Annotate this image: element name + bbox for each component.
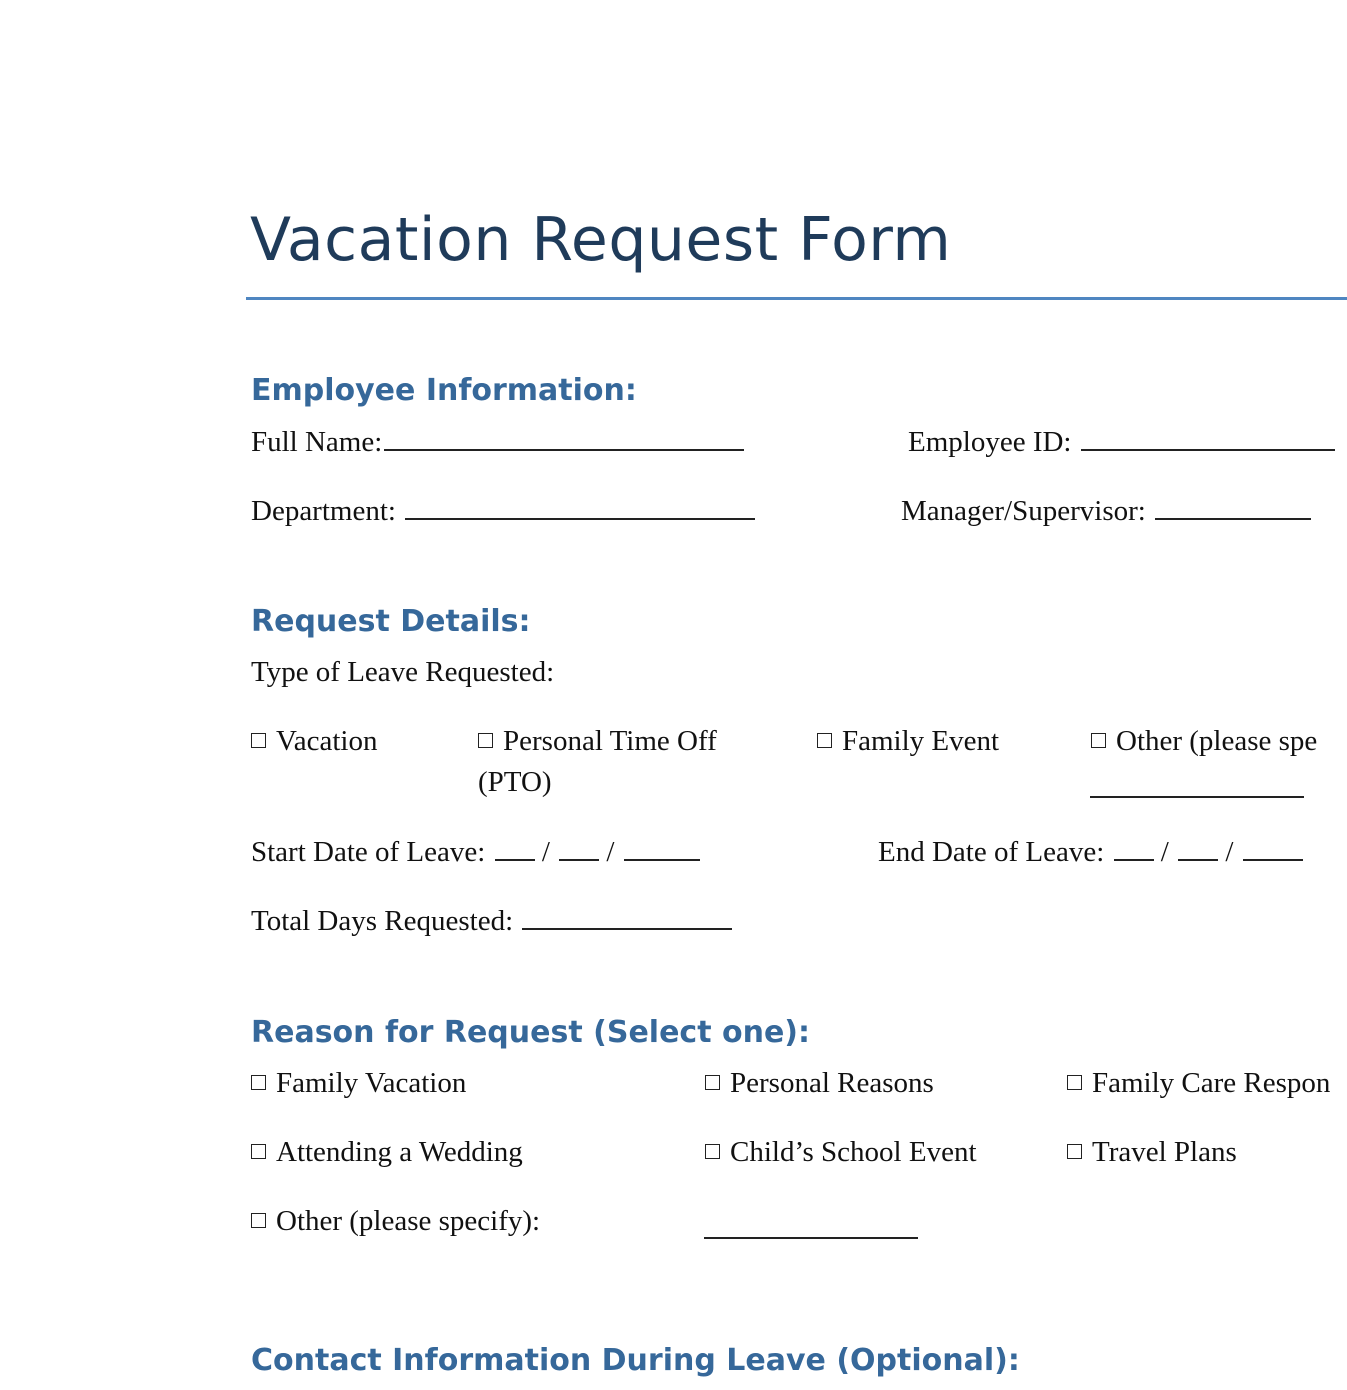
- total-days-blank[interactable]: [522, 904, 732, 930]
- form-title: Vacation Request Form: [250, 205, 952, 275]
- reason-option-family-vacation[interactable]: [251, 1067, 466, 1100]
- reason-option-wedding[interactable]: [251, 1136, 523, 1169]
- start-date-label: Start Date of Leave:: [251, 836, 486, 868]
- end-date-label: End Date of Leave:: [878, 836, 1105, 868]
- date-separator: /: [1225, 836, 1234, 868]
- leave-option-family-event[interactable]: [817, 725, 999, 758]
- reason-option-label: Family Vacation: [276, 1067, 467, 1099]
- leave-option-other[interactable]: [1091, 725, 1317, 758]
- start-month-blank[interactable]: [495, 835, 535, 861]
- end-month-blank[interactable]: [1114, 835, 1154, 861]
- leave-option-label: Other (please spe: [1116, 725, 1318, 757]
- start-date-field[interactable]: [251, 835, 700, 869]
- checkbox-icon[interactable]: [251, 1075, 266, 1090]
- checkbox-icon[interactable]: [251, 1144, 266, 1159]
- end-year-blank[interactable]: [1243, 835, 1303, 861]
- leave-option-pto[interactable]: [478, 725, 717, 758]
- leave-option-vacation[interactable]: [251, 725, 377, 758]
- reason-option-personal[interactable]: [705, 1067, 934, 1100]
- reason-option-label: Other (please specify):: [276, 1205, 541, 1237]
- other-reason-blank[interactable]: [704, 1237, 918, 1239]
- section-heading-contact: Contact Information During Leave (Optional):: [251, 1343, 1020, 1378]
- end-date-field[interactable]: [878, 835, 1303, 869]
- checkbox-icon[interactable]: [478, 733, 493, 748]
- leave-type-label: Type of Leave Requested:: [251, 656, 555, 688]
- other-leave-blank[interactable]: [1090, 796, 1304, 798]
- checkbox-icon[interactable]: [705, 1144, 720, 1159]
- date-separator: /: [1160, 836, 1169, 868]
- checkbox-icon[interactable]: [251, 1213, 266, 1228]
- start-day-blank[interactable]: [559, 835, 599, 861]
- manager-label: Manager/Supervisor:: [901, 495, 1146, 527]
- total-days-field[interactable]: [251, 904, 732, 938]
- full-name-blank[interactable]: [384, 425, 744, 451]
- leave-option-label: Family Event: [842, 725, 1000, 757]
- section-heading-reason: Reason for Request (Select one):: [251, 1015, 811, 1050]
- end-day-blank[interactable]: [1178, 835, 1218, 861]
- employee-id-blank[interactable]: [1081, 425, 1335, 451]
- checkbox-icon[interactable]: [705, 1075, 720, 1090]
- full-name-field[interactable]: [251, 425, 744, 459]
- full-name-label: Full Name:: [251, 426, 383, 458]
- section-heading-employee: Employee Information:: [251, 373, 637, 408]
- reason-option-travel[interactable]: [1067, 1136, 1237, 1169]
- leave-option-label: Personal Time Off: [503, 725, 717, 757]
- date-separator: /: [541, 836, 550, 868]
- section-heading-request: Request Details:: [251, 604, 531, 639]
- checkbox-icon[interactable]: [251, 733, 266, 748]
- department-field[interactable]: [251, 494, 755, 528]
- leave-option-pto-abbrev: (PTO): [478, 766, 552, 798]
- reason-option-family-care[interactable]: [1067, 1067, 1330, 1100]
- checkbox-icon[interactable]: [1091, 733, 1106, 748]
- employee-id-label: Employee ID:: [908, 426, 1072, 458]
- reason-option-label: Travel Plans: [1092, 1136, 1237, 1168]
- manager-field[interactable]: [901, 494, 1311, 528]
- employee-id-field[interactable]: [908, 425, 1335, 459]
- date-separator: /: [606, 836, 615, 868]
- department-blank[interactable]: [405, 494, 755, 520]
- reason-option-label: Personal Reasons: [730, 1067, 934, 1099]
- reason-option-other[interactable]: [251, 1205, 540, 1238]
- leave-option-label: Vacation: [276, 725, 378, 757]
- reason-option-school-event[interactable]: [705, 1136, 977, 1169]
- department-label: Department:: [251, 495, 396, 527]
- reason-option-label: Family Care Respon: [1092, 1067, 1331, 1099]
- title-divider: [246, 297, 1347, 300]
- start-year-blank[interactable]: [624, 835, 700, 861]
- total-days-label: Total Days Requested:: [251, 905, 514, 937]
- checkbox-icon[interactable]: [1067, 1144, 1082, 1159]
- reason-option-label: Attending a Wedding: [276, 1136, 523, 1168]
- reason-option-label: Child’s School Event: [730, 1136, 977, 1168]
- manager-blank[interactable]: [1155, 494, 1311, 520]
- checkbox-icon[interactable]: [817, 733, 832, 748]
- checkbox-icon[interactable]: [1067, 1075, 1082, 1090]
